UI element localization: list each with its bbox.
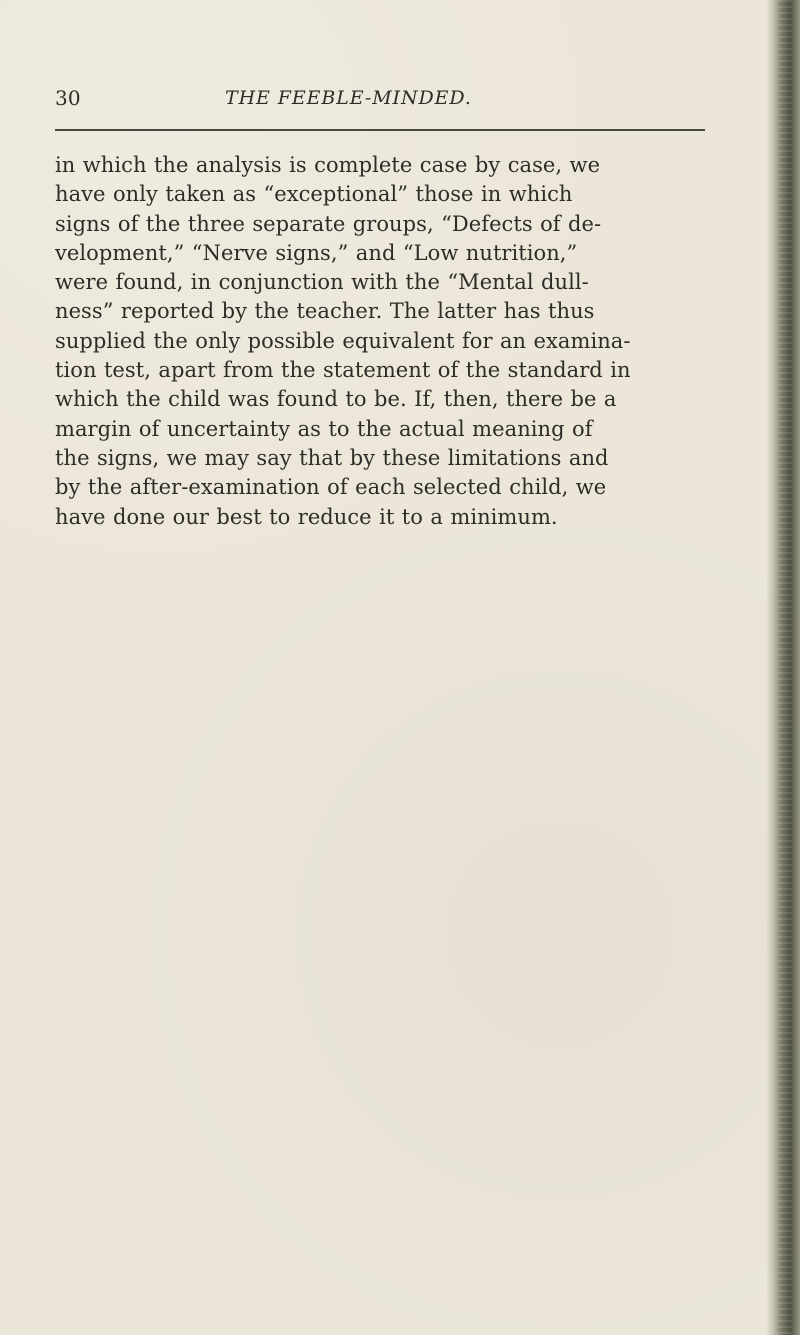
page-header	[55, 86, 705, 116]
header-rule	[55, 129, 705, 131]
page-edge-texture	[778, 0, 792, 1335]
page-number: 30	[55, 86, 81, 110]
running-head: THE FEEBLE-MINDED.	[225, 87, 472, 109]
body-paragraph: in which the analysis is complete case by case, we have only taken as “exceptional” those in which signs of the three separate groups, “Defects of de- velopment,” “Nerve signs,” and “Low nutrition,” were found, in conjunction with the “Mental dull- ness” reported by the teacher. The latter has thus supplied the only possible equivalent for an examina- tion test, apart from the statement of the standard in which the child was found to be. If, then, there be a margin of uncertainty as to the actual meaning of the signs, we may say that by these limitations and by the after-examination of each selected child, we have done our best to reduce it to a minimum.	[55, 153, 631, 529]
